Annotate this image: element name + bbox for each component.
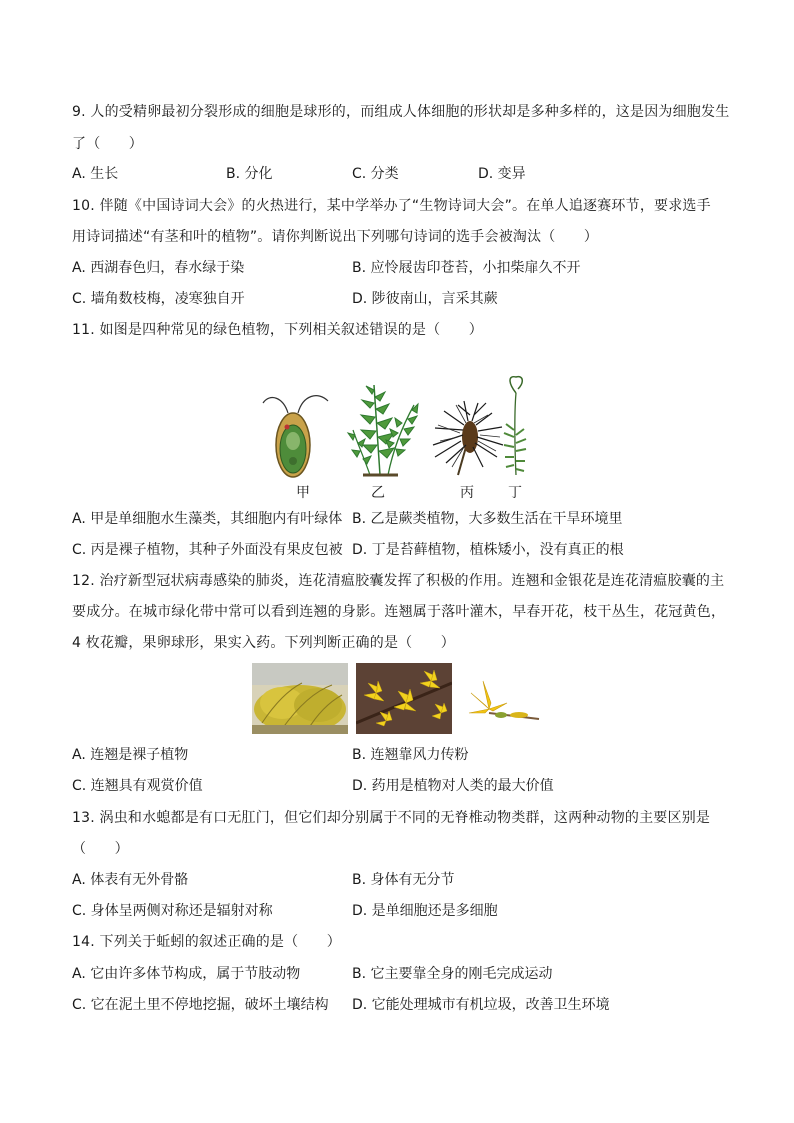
pine-image bbox=[433, 401, 503, 475]
label-ding: 丁 bbox=[508, 485, 522, 501]
q10-option-a: A. 西湖春色归，春水绿于染 bbox=[72, 260, 245, 276]
q12-stem-line-2: 要成分。在城市绿化带中常可以看到连翘的身影。连翘属于落叶灌木，早春开花，枝干丛生，花冠黄色， bbox=[72, 604, 726, 620]
q9-stem-line-1: 9. 人的受精卵最初分裂形成的细胞是球形的，而组成人体细胞的形状却是多种多样的，这是因为细胞发生 bbox=[72, 104, 730, 120]
q14-stem: 14. 下列关于蚯蚓的叙述正确的是（ ） bbox=[72, 934, 341, 950]
q10-option-b: B. 应怜屐齿印苍苔，小扣柴扉久不开 bbox=[352, 260, 581, 276]
q9-option-d: D. 变异 bbox=[478, 166, 526, 182]
q13-option-b: B. 身体有无分节 bbox=[352, 872, 455, 888]
q12-option-b: B. 连翘靠风力传粉 bbox=[352, 747, 469, 763]
q11-stem: 11. 如图是四种常见的绿色植物，下列相关叙述错误的是（ ） bbox=[72, 322, 483, 338]
forsythia-single-flower-photo bbox=[459, 663, 545, 734]
q14-option-c: C. 它在泥土里不停地挖掘，破坏土壤结构 bbox=[72, 997, 329, 1013]
q10-stem-line-2: 用诗词描述“有茎和叶的植物”。请你判断说出下列哪句诗词的选手会被淘汰（ ） bbox=[72, 229, 599, 245]
q12-stem-line-1: 12. 治疗新型冠状病毒感染的肺炎，连花清瘟胶囊发挥了积极的作用。连翘和金银花是连花清瘟胶囊的主 bbox=[72, 573, 725, 589]
q13-option-d: D. 是单细胞还是多细胞 bbox=[352, 903, 498, 919]
q11-option-b: B. 乙是蕨类植物，大多数生活在干旱环境里 bbox=[352, 511, 623, 527]
q9-stem-line-2: 了（ ） bbox=[72, 136, 143, 152]
forsythia-flowers-photo bbox=[356, 663, 452, 734]
forsythia-bush-photo bbox=[252, 663, 348, 734]
label-bing: 丙 bbox=[460, 485, 474, 501]
q13-option-c: C. 身体呈两侧对称还是辐射对称 bbox=[72, 903, 273, 919]
q9-option-b: B. 分化 bbox=[226, 166, 273, 182]
q10-option-d: D. 陟彼南山，言采其蕨 bbox=[352, 291, 498, 307]
q9-option-c: C. 分类 bbox=[352, 166, 399, 182]
q12-stem-line-3: 4 枚花瓣，果卵球形，果实入药。下列判断正确的是（ ） bbox=[72, 635, 455, 651]
q11-option-c: C. 丙是裸子植物，其种子外面没有果皮包被 bbox=[72, 542, 343, 558]
q10-option-c: C. 墙角数枝梅，凌寒独自开 bbox=[72, 291, 245, 307]
q11-option-d: D. 丁是苔藓植物，植株矮小，没有真正的根 bbox=[352, 542, 624, 558]
label-yi: 乙 bbox=[371, 485, 385, 501]
q10-stem-line-1: 10. 伴随《中国诗词大会》的火热进行，某中学举办了“生物诗词大会”。在单人追逐赛环节，要求选手 bbox=[72, 198, 711, 214]
q14-option-a: A. 它由许多体节构成，属于节肢动物 bbox=[72, 966, 301, 982]
q13-option-a: A. 体表有无外骨骼 bbox=[72, 872, 189, 888]
chlamydomonas-image bbox=[263, 396, 328, 477]
q14-option-b: B. 它主要靠全身的刚毛完成运动 bbox=[352, 966, 553, 982]
q9-option-a: A. 生长 bbox=[72, 166, 119, 182]
q11-option-a: A. 甲是单细胞水生藻类，其细胞内有叶绿体 bbox=[72, 511, 343, 527]
q13-stem-line-2: （ ） bbox=[72, 841, 129, 857]
q13-stem-line-1: 13. 涡虫和水螅都是有口无肛门，但它们却分别属于不同的无脊椎动物类群，这两种动物的主要区别是 bbox=[72, 810, 711, 826]
fern-image bbox=[348, 385, 418, 475]
q12-option-a: A. 连翘是裸子植物 bbox=[72, 747, 189, 763]
q12-option-d: D. 药用是植物对人类的最大价值 bbox=[352, 778, 554, 794]
q12-option-c: C. 连翘具有观赏价值 bbox=[72, 778, 203, 794]
label-jia: 甲 bbox=[296, 485, 310, 501]
moss-image bbox=[504, 377, 526, 475]
q14-option-d: D. 它能处理城市有机垃圾，改善卫生环境 bbox=[352, 997, 610, 1013]
